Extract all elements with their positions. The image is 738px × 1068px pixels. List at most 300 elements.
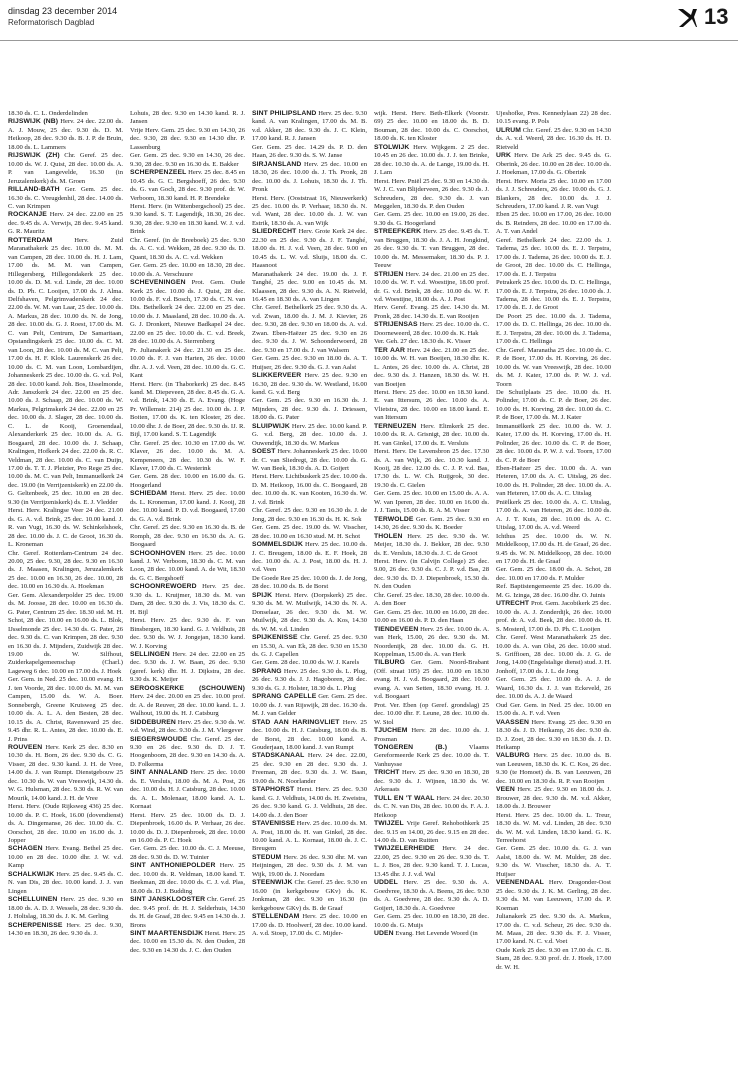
place-name: SPIJK <box>252 591 273 599</box>
place-name: STREEFKERK <box>374 228 422 236</box>
listing-entry <box>496 845 611 879</box>
listing-entry <box>374 626 489 660</box>
place-name: SINT ANNALAND <box>130 769 188 777</box>
listing-entry <box>252 719 367 753</box>
listing-entry <box>8 507 123 549</box>
service-details: Vlaams Gereformeerde Kerk 25 dec. 10.00 ds. T. Vanhuysse <box>374 743 489 768</box>
listing-entry <box>252 879 367 913</box>
service-details: Herv. 25 dec. 10.00 ds. J. C. Breugem, 18.00 ds. E. F. Hoek, 28 dec. 10.00 ds. A. J. Post, 18.00 ds. H. J. v.d. Veen <box>252 541 367 574</box>
service-details: Chr. Geref. Maranatha 25 dec. 10.00 ds. C. P. de Boer, 17.00 ds. H. Korving, 26 dec. 10.00 ds. W. van Vreeswijk, 28 dec. 10.00 ds. M. J. Kater, 17.00 ds. P. W. J. v.d. Toorn <box>496 346 611 388</box>
listing-entry <box>374 516 489 533</box>
service-details: Herv. 24 dec. 20.30 ds. C. N. van Dis, 28 dec. 10.00 ds. F. A. J. Heikoop <box>374 794 489 819</box>
listing-entry <box>496 812 611 846</box>
service-details: Herv. 24 dec. 21.00 en 25 dec. 10.00 ds. W. F. v.d. Woestijne, 18.00 prof. dr. G. v.d. Brink, 28 dec. 10.00 ds. W. F. v.d. Woestijne, 18.00 ds. A. J. Post <box>374 270 489 303</box>
place-name: STOLWIJK <box>374 143 410 151</box>
place-name: TWIJZELERHEIDE <box>374 845 435 853</box>
listing-entry <box>252 693 367 718</box>
service-details: Herv. 25 dec. 10.00 ds. C. Doorneweerd, 28 dec. 10.00 ds. K. Hak <box>374 321 489 337</box>
place-name: TONGEREN (B.) <box>374 743 448 751</box>
place-name: RIJSWIJK (NB) <box>8 118 59 126</box>
service-details: Ger. Gem. 25 dec. 10.00 ds. C. J. Meeuse, 28 dec. 9.30 ds. D. W. Tuinier <box>130 845 245 861</box>
service-details: Herv. Wijkgem. 2 25 dec. 10.45 en 26 dec. 10.00 ds. J. J. ten Brinke, 28 dec. 10.30 ds. A. de Lange, 19.00 ds. H. J. Lam <box>374 143 489 177</box>
listing-entry <box>8 110 123 118</box>
service-details: Herv. 25 dec. 9.45 ds. C. N. van Dis, 28 dec. 10.00 kand. J. J. van Lingen <box>8 870 123 895</box>
service-details: Ger. Gem. Alexanderpolder 25 dec. 19.00 ds. M. Joosse, 28 dec. 10.00 en 16.30 ds. G. Pater, Centrum 25 dec. 18.30 std. M. H. Schot, 28 dec. 10.00 en 16.00 ds. L. Blok, IJsselmonde 25 dec. 14.30 ds. G. Pater, 26 dec. 9.30 ds. C. van Krimpen, 28 dec. 9.30 en 16.30 ds. J. Mijnders, Zuidwijk 28 dec. 19.00 ds. W. Silfhout, Zuiderkapelgemeenschap (Charl.) Lageweg 6 dec. 10.00 en 17.00 ds. J. Hoek <box>8 591 123 675</box>
service-details: Prot. Ver. Eben (op Geref. grondslag) 25 dec. 10.00 dhr. F. Leune, 28 dec. 10.00 ds. W. Stol <box>374 701 489 726</box>
service-details: Herv. 25 dec. 10.00 en 18.30, 26 dec. 10.00 ds. J. Th. Pronk, 28 dec. 10.00 ds. J. Lohuis, 18.30 ds. J. Th. Pronk <box>252 160 367 194</box>
place-name: SEROOSKERKE (SCHOUWEN) <box>130 684 245 692</box>
place-name: TILBURG <box>374 659 405 667</box>
listing-entry <box>496 110 611 127</box>
service-details: Herv. 25 dec. 10.00 ds. B. van Leeuwen, 18.30 ds. K. C. Kos, 26 dec. 9.30 (te Homoet) ds. B. van Leeuwen, 28 dec. 10.00 en 18.30 ds. R. P. van Rooijen <box>496 752 611 785</box>
listing-entry <box>252 507 367 524</box>
listing-entry <box>374 609 489 626</box>
place-name: SLUIPWIJK <box>252 422 290 430</box>
service-details: Evang. Het Levende Woord (in <box>395 929 478 937</box>
service-details: Herv. Johanneskerk 25 dec. 10.00 dr. C. van Sliedregt, 28 dec. 10.00 ds. G. W. van Beek, 18.30 ds. A. D. Goijert <box>252 448 367 473</box>
service-details: Herst. Herv. (in Calvijn College) 25 dec. 9.00, 26 dec. 9.30 ds. C. J. P. v.d. Bas, 28 dec. 9.30 ds. D. J. Diepenbroek, 15.30 ds. N. den Ouden <box>374 558 489 591</box>
service-details: Herv. 24 dec. 22.00, 25 dec. 9.30 en 26 dec. 9.30 ds. T. L. J. Bos, 28 dec. 9.30 kand. T. J. Lucas, 13.45 dhr. J. J. v.d. Wal <box>374 845 489 878</box>
listing-entry <box>252 372 367 397</box>
listing-entry <box>130 110 245 127</box>
place-name: SOMMELSDIJK <box>252 541 303 549</box>
listing-entry <box>8 211 123 236</box>
listing-entry <box>496 533 611 567</box>
listing-column <box>618 110 730 1060</box>
service-details: Pr. Julianakerk 24 dec. 21.30 en 25 dec. 10.00 ds. F. J. van Harten, 26 dec. 10.00 dhr. A. J. v.d. Veen, 28 dec. 10.00 ds. G. C. Kant <box>130 346 245 380</box>
place-name: SCHIEDAM <box>130 490 168 498</box>
place-name: SPRANG <box>252 667 282 675</box>
listing-entry <box>496 237 611 279</box>
place-name: TWIJZEL <box>374 820 404 828</box>
listing-entry <box>252 473 367 507</box>
service-details: Herst. Herv. (Dorpskerk) 25 dec. 9.30 ds. M. W. Muilwijk, 14.30 ds. N. A. Donselaar, 26 dec. 9.30 ds. M. W. Muilwijk, 28 dec. 9.30 ds. A. Kos, 14.30 ds. W. M. v.d. Linden <box>252 591 367 633</box>
service-details: Herv. 25 dec. 9.30 ds. A. Goedvree, 18.30 ds. A. Beens, 26 dec. 9.30 ds. A. Goedvree, 28 dec. 9.30 ds. A. D. Goijert, 18.30 ds. A. Goedvree <box>374 879 489 912</box>
service-details: Herv. 25 dec. 10.00 ds. H. J. Catsburg, 18.00 ds. B. de Borst, 28 dec. 10.00 kand. A. Gouderjaan, 18.00 kand. J. van Rumpt <box>252 718 367 751</box>
service-details: Eben-Haëzer 25 dec. 10.00 ds. A. van Heteren, 17.00 ds. A. C. Uitslag, 26 dec. 10.00 ds. H. Polinder, 28 dec. 10.00 ds. A. van Heteren, 17.00 ds. A. C. Uitslag <box>496 465 611 498</box>
service-details: Herv. 25 dec. 10.00 kand. P. G. v.d. Berg, 28 dec. 10.00 ds. J. Ouwendijk, 18.30 ds. W. Markus <box>252 422 367 447</box>
service-details: Herv. De Ark 25 dec. 9.45 ds. G. Oberink, 26 dec. 10.00 en 28 dec. 10.00 ds. J. Hoekman, 17.00 ds. G. Oberink <box>496 152 611 177</box>
listing-entry <box>374 423 489 448</box>
listing-entry <box>252 592 367 634</box>
listing-entry <box>130 769 245 811</box>
place-name: URK <box>496 152 512 160</box>
listing-entry <box>130 279 245 347</box>
listing-entry <box>252 659 367 667</box>
place-name: THOLEN <box>374 532 403 540</box>
listing-entry <box>374 795 489 820</box>
service-details: Herst. Herv. Pniël 25 dec. 9.30 en 14.30 ds. W. J. C. van Blijderveen, 26 dec. 9.30 ds. J. Schreuders, 28 dec. 9.30 ds. J. van Meggelen, 18.30 ds. P. den Ouden <box>374 177 489 210</box>
place-name: SINT PHILIPSLAND <box>252 110 317 117</box>
listing-entry <box>130 381 245 440</box>
listing-entry <box>130 930 245 955</box>
service-details: De Poort 25 dec. 10.00 ds. J. Tadema, 17.00 ds. D. C. Hellinga, 26 dec. 10.00 ds. E. J. Terpstra, 28 dec. 10.00 ds. J. Tadema, 17.00 ds. C. Hellinga <box>496 312 611 346</box>
service-details: Ger. Gem. 25 dec. 9.30 en 16.30 ds. J. Mijnders, 28 dec. 9.30 ds. J. Driessen, 18.00 ds. G. Pater <box>252 397 367 422</box>
listing-entry <box>496 566 611 583</box>
listing-entry <box>374 727 489 744</box>
place-name: RILLAND-BATH <box>8 186 60 194</box>
service-details: Chr. Geref. 25 dec. 9.30 en 16.30 ds. B. de Romph, 28 dec. 9.30 en 16.30 ds. A. G. Boogaard <box>130 524 245 549</box>
service-details: Ger. Gem. 25 dec. 10.00 en 19.00, 26 dec. 9.30 ds. G. Hoogerland <box>374 211 489 227</box>
listing-entry <box>496 465 611 499</box>
place-name: TJUCHEM <box>374 727 408 735</box>
service-details: Herv. 26 dec. 9.30 dhr. M. van Heijningen, 28 dec. 9.30 ds. J. M. van Wijk, 19.00 ds. J. Noordam <box>252 853 367 878</box>
listing-entry <box>374 820 489 845</box>
place-name: TERNEUZEN <box>374 422 417 430</box>
place-name: STEENWIJK <box>252 879 293 887</box>
listing-entry <box>496 752 611 786</box>
service-details: Ichthus 25 dec. 10.00 ds. W. N. Middelkoop, 17.00 ds. H. de Graaf, 26 dec. 9.45 ds. W. N. Middelkoop, 28 dec. 10.00 en 17.00 ds. H. de Graaf <box>496 532 611 566</box>
listing-entry <box>130 473 245 490</box>
service-details: Ger. Gem. 25 dec. 14.29 ds. P. D. den Haan, 26 dec. 9.30 ds. S. W. Janse <box>252 143 367 160</box>
listing-entry <box>130 583 245 617</box>
listing-entry <box>374 490 489 515</box>
listing-entry <box>8 744 123 803</box>
service-details: Herst. Herv. De Levensbron 25 dec. 17.30 ds. A. van Wijk, 26 dec. 10.30 kand. J. Kooij, 28 dec. 12.00 ds. C. J. P. v.d. Bas, 17.30 ds. L. W. Ch. Ruijgrok, 30 dec. 19.30 ds. C. Gielen <box>374 448 489 489</box>
service-details: Oude Kerk 25 dec. 9.30 en 17.00 ds. C. B. Stam, 28 dec. 9.30 prof. dr. J. Hoek, 17.00 dr. W. H. <box>496 946 611 971</box>
service-details: Chr. Geref. Bethelkerk 25 dec. 9.30 ds. A. v.d. Zwan, 18.00 ds. J. M. J. Kievier, 26 dec. 9.30, 28 dec. 9.30 en 18.00 ds. A. v.d. Zwan. Eben-Haëzer 25 dec. 9.30 en 26 dec. 9.30 ds. J. W. Schoonderwoerd, 28 dec. 9.30 en 17.00 ds. J. van Walsem <box>252 304 367 354</box>
service-details: Pniëlkerk 25 dec. 10.00 ds. A. C. Uitslag, 17.00 ds. A. van Heteren, 26 dec. 10.00 ds. A. J. T. Kuis, 28 dec. 10.00 ds. A. C. Uitslag, 17.00 ds. A. v.d. Weerd <box>496 498 611 532</box>
service-details: Ger. Gem. 25 dec. 10.00 ds. A. J. de Waard, 16.30 ds. J. J. van Eckeveld, 26 dec. 10.00 ds. A. J. de Waard <box>496 676 611 701</box>
listing-entry <box>130 617 245 651</box>
service-details: Geref. Bethelkerk 24 dec. 22.00 ds. J. Tadema, 25 dec. 10.00 ds. E. J. Terpstra, 17.00 ds. J. Tadema, 26 dec. 10.00 ds. E. J. de Groot, 28 dec. 10.00 ds. C. Hellinga, 17.00 ds. E. J. Terpstra <box>496 236 611 278</box>
place-name: SLIKKERVEER <box>252 372 302 380</box>
listing-entry <box>252 397 367 422</box>
service-details: Herv. 25 dec. 10.00 ds. E. Versluis, 18.00 ds. M. A. Post, 26 dec. 10.00 ds. H. J. Catsburg, 28 dec. 10.00 ds. A. L. Molenaar, 18.00 kand. A. L. Kornaat <box>130 769 245 811</box>
listing-entry <box>374 347 489 389</box>
place-name: STAD AAN HARINGVLIET <box>252 718 340 726</box>
place-name: TER AAR <box>374 346 405 354</box>
listing-entry <box>252 271 367 305</box>
service-details: Ger. Gem. 25 dec. 10.00 en 18.30, 28 dec. 10.00 ds. G. Muijs <box>374 913 489 929</box>
listing-entry <box>252 541 367 575</box>
listing-entry <box>374 558 489 592</box>
service-details: Ger. Gem. in Ned. 25 dec. 10.00 evang. H. J. ten Voorde, 28 dec. 10.00 ds. M. M. van Campen, 15.00 ds. W. A. Boer. Sonnebergh, Greene Kruisweg 25 dec. 10.00 ds. A. L. A. den Besten, 28 dec. 10.15 ds. A. Christ, Ravensward 25 dec. 9.45 dhr. R. L. Antes, 28 dec. 10.00 ds. E. J. Prins <box>8 676 123 743</box>
listing-entry <box>252 913 367 938</box>
service-details: Herv. 25 dec. 10.00 kand. J. W. Verboom, 18.30 ds. C. M. van Loon, 28 dec. 10.00 kand. A. de Wit, 18.30 ds. G. C. Bergshoeff <box>130 549 245 582</box>
place-name: SCHOONREWOERD <box>130 583 197 591</box>
service-details: Herv. 25 dec. 9.30 ds. L. Kruijmer, 18.30 ds. M. van Dam, 28 dec. 9.30 ds. J. Vis, 18.30 ds. C. H. Bijl <box>130 583 245 616</box>
place-name: UDEN <box>374 929 394 937</box>
issue-date: dinsdag 23 december 2014 <box>8 6 118 16</box>
listing-entry <box>374 879 489 913</box>
listing-entry <box>8 896 123 921</box>
place-name: SPIJKENISSE <box>252 634 298 642</box>
listing-entry <box>8 550 123 592</box>
listing-entry <box>374 845 489 879</box>
service-details: Herv. 25 dec. 10.00 ds. M. A. Post, 18.00 ds. H. van Ginkel, 28 dec. 10.00 kand. A. L. Kornaat, 18.00 ds. J. C. Breugem <box>252 820 367 853</box>
service-details: Herv. 25 dec. 10.00 ds. R. Veldman, 18.00 kand. T. Beekman, 28 dec. 10.00 ds. C. J. v.d. Plas, 18.00 ds. D. J. Budding <box>130 862 245 895</box>
service-details: Chr. Geref. Rotterdam-Centrum 24 dec. 20.00, 25 dec. 9.30, 28 dec. 9.30 en 16.30 ds. J. Maasen, Kralingen, Jeruzalemkerk 25 dec. 10.00 en 16.30, 26 dec. 10.00, 28 dec. 10.00 en 16.30 ds. A. Hoekman <box>8 549 123 591</box>
place-name: RIJSWIJK (ZH) <box>8 152 60 160</box>
listing-entry <box>496 719 611 753</box>
listing-entry <box>496 279 611 313</box>
page-header <box>0 0 738 44</box>
service-details: Eben 25 dec. 10.00 en 17.00, 26 dec. 10.00 ds. B. Reinders, 28 dec. 10.00 en 17.00 ds. A. T. van Andel <box>496 211 611 236</box>
listing-entry <box>130 127 245 152</box>
service-details: Petrakerk 25 dec. 10.00 ds. D. C. Hellinga, 17.00 ds. E. J. Terpstra, 26 dec. 10.00 ds. J. Tadema, 28 dec. 10.00 ds. E. J. Terpstra, 17.00 ds. E. J. de Groot <box>496 279 611 312</box>
service-details: Herv. 24 dec. 22.00, 25 dec. 9.30 en 28 dec. 9.30 ds. J. Freeman, 28 dec. 9.30 ds. J. W. Baan, 19.00 ds. N. Noorlander <box>252 752 367 785</box>
service-details: Herv. 25 dec. 9.30 kand. A. van Kralingen, 17.00 ds. M. B. v.d. Akker, 28 dec. 9.30 ds. J. C. Klein, 17.00 kand. R. J. Jansen <box>252 110 367 143</box>
place-name: SCHALKWIJK <box>8 870 55 878</box>
service-details: Ger. Gem. 25 dec. 19.00 ds. W. Visscher, 28 dec. 10.00 en 16.30 stud. M. H. Schot <box>252 524 367 540</box>
listing-column <box>496 110 611 1060</box>
service-details: Herv. 24 dec. 22.00 en 25 dec. 9.30 ds. J. W. Baan, 26 dec. 9.30 (geref. kerk) dhr. H. J. Dijkstra, 28 dec. 9.30 ds. K. Meijer <box>130 651 245 684</box>
listing-entry <box>496 702 611 719</box>
service-details: Herst. Herv. 25 dec. 10.00 en 18.30 kand. E. van Ittersum, 26 dec. 10.00 ds. A. Vlietstra, 28 dec. 10.00 en 18.00 kand. E. van Ittersum <box>374 388 489 422</box>
service-details: Herst. Herv. 25 dec. 9.30 ds. F. van Binsbergen, 18.30 kand. G. J. Veldhuis, 28 dec. 9.30 ds. W. J. Jongejan, 18.30 kand. W. J. Korving <box>130 617 245 650</box>
service-details: Chr. Geref. 25 dec. 10.00 ds. W. J. Quist, 28 dec. 10.00 ds. A. P. van Langevelde, 16.30 (in Jeruzalemkerk) ds. M. Groen <box>8 152 123 185</box>
service-details: Herst. Herv. 25 dec. 10.00 ds. L. Treur, 18.30 ds. W. M. v.d. Linden, 28 dec. 9.30 ds. W. M. v.d. Linden, 18.30 kand. G. K. Terreehorst <box>496 811 611 844</box>
listing-entry <box>496 676 611 701</box>
listing-entry <box>374 110 489 144</box>
service-details: Chr. Geref. 25 dec. 9.30 en 16.00 (in kerkgebouw GKv) ds. K. Jonkman, 28 dec. 9.30 en 16.30 (in kerkgebouw GKv) ds. B. de Graaf <box>252 879 367 912</box>
service-details: Herv. 25 dec. 10.00 ds. A. van Herk, 15.00, 26 dec. 9.30 ds. M. Noordenijk, 28 dec. 10.00 ds. G. H. Koppelman, 15.00 ds. A. van Herk <box>374 625 489 658</box>
service-details: Herv. 25 dec. 9.30 en 18.30, 28 dec. 9.30 ds. J. Wijnen, 18.30 ds. W. Arkeraats <box>374 769 489 794</box>
listing-entry <box>252 448 367 473</box>
place-name: SELLINGEN <box>130 651 170 658</box>
place-name: UTRECHT <box>496 600 530 608</box>
newspaper-name: Reformatorisch Dagblad <box>8 18 95 27</box>
listing-entry <box>130 812 245 846</box>
service-details: Herst. Herv. (in Wittenbergschool) 25 dec. 9.30 kand. S. T. Lagendijk, 18.30, 26 dec. 9.30, 28 dec. 9.30 en 18.30 kand. W. J. v.d. Brink <box>130 202 245 236</box>
place-name: SCHAGEN <box>8 845 43 853</box>
service-details: Ger. Gem. 25 dec. 10.00 ds. J. van Rijswijk, 28 dec. 16.30 ds. M. J. van Gelder <box>252 693 367 718</box>
listing-entry <box>496 947 611 972</box>
listing-entry <box>496 600 611 634</box>
listing-entry <box>374 178 489 212</box>
service-details: Vrije Herv. Gem. 25 dec. 9.30 en 14.30, 26 dec. 9.30, 28 dec. 9.30 en 14.30 dhr. P. Lassenburg <box>130 126 245 151</box>
service-details: Vrije Geref. Rehobothkerk 25 dec. 9.15 en 14.00, 26 dec. 9.15 en 28 dec. 14.00 ds. D. van Ruitten <box>374 820 489 844</box>
place-name: SCHERPENZEEL <box>130 169 187 177</box>
listing-entry <box>130 152 245 169</box>
listing-entry <box>496 499 611 533</box>
listing-entry <box>130 347 245 381</box>
listing-entry <box>130 490 245 524</box>
service-details: Herst. Herv. Moria 25 dec. 10.00 en 17.00 ds. J. J. Schreuders, 26 dec. 10.00 ds. G. J. Blankers, 28 dec. 10.00 ds. J. J. Schreuders, 17.00 kand. J. R. van Vugt <box>496 177 611 210</box>
listing-entry <box>496 583 611 600</box>
listing-entry <box>252 355 367 372</box>
place-name: SLIEDRECHT <box>252 228 297 236</box>
service-details: Ger. Gem. 25 dec. 9.30 en 18.00 ds. A. T. Huijser, 26 dec. 9.30 ds. G. J. van Aalst <box>252 355 367 371</box>
service-details: Chr. Geref. 25 dec. 9.30 en 14.30 ds. A. v.d. Weerd, 28 dec. 16.30 ds. H. D. Rietveld <box>496 126 611 151</box>
listing-entry <box>374 144 489 178</box>
service-details: Herst. Herv. (Ooststraat 16, Nieuwerkerk) 25 dec. 10.00 ds. P. Verhaar, 18.30 ds. N. v.d. Want, 28 dec. 10.00 ds. J. W. van Estrik, 18.30 ds. A. van Wijk <box>252 194 367 227</box>
place-name: TULL EN 'T WAAL <box>374 794 435 802</box>
service-details: Herv. 25 dec. 9.30 en 18.00 ds. A. D. J. Wessels, 28 dec. 9.30 ds. J. Holtslag, 18.30 ds. J. K. M. Gerling <box>8 896 123 921</box>
listing-entry <box>130 550 245 584</box>
place-name: UDDEL <box>374 879 398 887</box>
service-details: Herv. 25 dec. 9.30 en 16.30, 28 dec. 9.30 ds. W. Westland, 16.00 kand. G. v.d. Berg <box>252 372 367 396</box>
service-details: Chr. Geref. West Maranathakerk 25 dec. 10.00 ds. A. van Olst, 26 dec. 10.00 stud. S. Griffioen, 28 dec. 10.00 ds. J. G. de Jong, 14.00 (Engelstalige dienst) stud. J. H. Jonhoff, 17.00 ds. J. L. de Jong <box>496 634 611 675</box>
listing-entry <box>252 854 367 879</box>
place-name: TIENDEVEEN <box>374 625 419 633</box>
listing-entry <box>8 803 123 845</box>
listing-entry <box>496 127 611 152</box>
place-name: SIDDEBUREN <box>130 718 176 726</box>
listing-entry <box>252 524 367 541</box>
service-details: Herv. 25 dec. 9.30 en 18.00 ds. J. Brouwer, 28 dec. 9.30 ds. M. v.d. Akker, 18.00 ds. J. Brouwer <box>496 786 611 811</box>
service-details: Herv. Kerk 25 dec. 8.30 en 10.30 ds. H. Born, 26 dec. 9.30 ds. C. G. Visser, 28 dec. 9.30 kand. J. H. de Vree, 14.00 ds. J. van Rumpt. Dienstgebouw 25 dec. 10.30 ds. W. van Vreeswijk, 14.30 ds. W. G. Hulsman, 28 dec. 9.30 ds. R. W. van Mourik, 14.00 kand. J. H. de Vree <box>8 743 123 802</box>
place-name: SINT MAARTENSDIJK <box>130 929 204 937</box>
service-details: Herv. Elimkerk 25 dec. 10.00 ds. R. A. Grisnigt, 28 dec. 10.00 ds. H. van Ginkel, 17.00 ds. E. Versluis <box>374 422 489 447</box>
place-name: STRIJEN <box>374 270 404 278</box>
service-details: Prot. Gem. Oude Kerk 25 dec. 10.00 ds. J. Quist, 28 dec. 10.00 ds. F. v.d. Bosch, 17.30 ds. C. N. van Dis. Bethelkerk 24 dec. 22.00 en 25 dec. 10.00 ds. J. Maasland, 28 dec. 10.00 ds. A. G. J. Dronkert, Nieuwe Badkapel 24 dec. 22.00 en 25 dec. 10.00 ds. C. v.d. Breek, 28 dec. 10.00 ds. A. Sterrenberg <box>130 279 245 346</box>
listing-entry <box>374 321 489 338</box>
listing-entry <box>130 440 245 474</box>
listing-entry <box>8 871 123 896</box>
listing-entry <box>374 304 489 321</box>
service-details: Ger. Gem. 25 dec. 10.00 en 15.00 ds. A. A. W. van Iperen, 28 dec. 10.00 en 16.00 ds. J. J. Tanis, 15.00 ds. R. A. M. Visser <box>374 490 489 515</box>
service-details: Maranathakerk 24 dec. 19.00 ds. J. F. Tanghé, 25 dec. 9.00 en 10.45 ds. M. Klaassen, 28 dec. 9.30 ds. A. N. Rietveld, 16.45 en 18.30 ds. A. van Lingen <box>252 270 367 303</box>
service-details: Herst. Herv. 25 dec. 10.00 ds. L. Kroneman, 17.00 kand. J. Kooij, 28 dec. 10.00 kand. P. D. v.d. Boogaard, 17.00 ds. G. A. v.d. Brink <box>130 490 245 523</box>
service-details: Herv. 25 dec. 8.45 en 10.45 ds. G. C. Bergshoeff, 26 dec. 9.30 ds. G. van Goch, 28 dec. 9.30 prof. dr. W. Verboom, 18.30 kand. H. P. Brendeke <box>130 169 245 202</box>
service-details: Herv. 25 dec. 10.00 en 17.00 ds. D. Hoolwerf, 28 dec. 10.00 kand. A. v.d. Stoep, 17.00 ds. C. Mijder- <box>252 913 367 937</box>
listing-entry <box>496 786 611 811</box>
listing-column <box>130 110 245 1060</box>
listing-entry <box>130 736 245 770</box>
listing-entry <box>252 110 367 144</box>
service-details: Herst. Herv. 25 dec. 9.30 kand. G. J. Veldhuis, 14.00 ds. H. Zweistra, 26 dec. 9.30 kand. G. J. Veldhuis, 28 dec. 14.00 ds. J. den Boer <box>252 786 367 819</box>
service-details: Chr. Geref. 25 dec. 18.30, 28 dec. 10.00 ds. A. den Boer <box>374 591 489 608</box>
service-details: Herv. Zuid Maranathakerk 25 dec. 10.00 ds. M. M. van Campen, 28 dec. 10.00 ds. H. J. Lam, 17.00 ds. M. M. van Campen, Hillegersberg, Hillegondakerk 25 dec. 10.00 ds. D. M. v.d. Linde, 28 dec. 10.00 ds. D. Ph. C. Looijen, 17.00 ds. J. Alma. Delfshaven, Pelgrimvaderskerk 24 dec. 22.00 ds. W. M. van Laar, 25 dec. 10.00 ds. A. Markus, 28 dec. 10.00 ds. N. de Jong, 28 dec. 10.00 ds. G. J. Roest, 17.00 ds. M. C. van Pelt, Centrum, De Samaritaan, Opstandingskerk 25 dec. 10.00 ds. C. M. van Loon, 28 dec. 10.00 ds. M. C. van Pelt, 17.00 ds. H. F. Klok. Laurenskerk 26 dec. 10.00 ds. C. M. van Loon, Lombardijen, Johanneskerk 25 dec. 10.00 ds. G. v.d. Pol, 28 dec. 10.00 kand. Joh. Bos, IJsselmonde, Adr. Janszkerk 24 dec. 22.00 en 25 dec. 10.00 ds. J. Schaap, 28 dec. 10.00 ds. W. Markus, Pelgrimskerk 24 dec. 22.00 en 25 dec. 10.00 ds. J. Slager, 28 dec. 10.00 ds. C. L. de Kooij, Groenendaal, Alexanderkerk 25 dec. 10.00 ds. A. G. Bosgaard, 28 dec. 10.00 ds. J. Schaap, Kralingen, Hofkerk 24 dec. 22.00 ds. R. C. Veldman, 28 dec. 10.00 ds. C. van Duijn, 17.00 ds. T. T. J. Pleizier, Pro Rege 25 dec. 10.00 ds. M. C. van Pelt, Immanuelkerk 24 dec. 19.00 (in Verrijzeniskerk) en 22.00 ds. G. Geltenbeek, 25 dec. 10.00 en 28 dec. 9.30 (in Verrijzeniskerk) ds. E. J. Vledder <box>8 236 123 506</box>
listing-entry <box>496 913 611 947</box>
listing-entry <box>252 423 367 448</box>
place-name: ROUVEEN <box>8 743 43 751</box>
listing-entry <box>8 152 123 186</box>
service-details: Ger. Gem. 25 dec. 9.30 en 14.30, 26 dec. 9.30 ds. K. Boeder <box>374 515 489 532</box>
service-details: Prot. Gem. Jacobikerk 25 dec. 10.00 ds. A. J. Zonderdijk, 26 dec. 10.00 prof. dr. A. v.d. Beek, 28 dec. 10.00 ds. H. S. Mosterd, 17.00 ds. D. Ph. C. Looijen <box>496 600 611 633</box>
service-details: Herst. Herv. Kralingse Veer 24 dec. 21.00 ds. G. A. v.d. Brink, 25 dec. 10.00 kand. J. R. van Vugt, 16.30 ds. W. Schinkelshoek, 28 dec. 10.00 ds. J. C. de Groot, 16.30 ds. L. Kroneman <box>8 507 123 549</box>
listing-entry <box>374 592 489 609</box>
listing-entry <box>374 744 489 769</box>
listing-entry <box>496 211 611 236</box>
header-rule <box>0 40 738 41</box>
place-name: VEENENDAAL <box>496 879 544 887</box>
listing-entry <box>8 922 123 939</box>
listing-entry <box>130 237 245 262</box>
place-name: STEDUM <box>252 853 282 861</box>
listing-entry <box>252 161 367 195</box>
service-details: Herv. Dragonder-Oost 25 dec. 9.30 ds. J. K. M. Gerling, 28 dec. 9.30 ds. M. van Leeuwen, 17.00 ds. P. Koeman <box>496 879 611 912</box>
place-name: ROTTERDAM <box>8 236 53 244</box>
service-details: Oud Ger. Gem. in Ned. 25 dec. 10.00 en 15.00 ds. A. F. v.d. Veen <box>496 701 611 718</box>
place-name: TERWOLDE <box>374 515 414 523</box>
listing-entry <box>252 195 367 229</box>
listing-column <box>374 110 489 1060</box>
service-details: Ger. Gem. 25 dec. 18.00 ds. A. Schot, 28 dec. 10.00 en 17.00 ds. F. Mulder <box>496 566 611 582</box>
service-details: Chr. Geref. (in de Breeboek) 25 dec. 9.30 ds. A. C. v.d. Wekken, 28 dec. 9.30 ds. D. Quant, 18.30 ds. A. C. v.d. Wekken <box>130 236 245 261</box>
listing-entry <box>374 659 489 701</box>
listing-entry <box>130 169 245 203</box>
listing-entry <box>252 668 367 693</box>
service-details: Chr. Geref. 25 dec. 9.45 prof. dr. H. J. Selderhuis, 14.30 ds. H. de Graaf, 28 dec. 9.45 en 14.30 ds. J. Brons <box>130 896 245 929</box>
place-name: SINT JANSKLOOSTER <box>130 896 206 904</box>
service-details: Herv. 24 dec. 20.00 en 25 dec. 10.00 prof. dr. A. de Reuver, 28 dec. 10.00 kand. L. J. Walhout, 19.00 ds. H. J. Catsburg <box>130 693 245 718</box>
service-details: Herv. 25 dec. 9.30 ds. L. Plug, 26 dec. 9.30 ds. J. J. Hagoboren, 28 dec. 9.30 ds. G. J. Holster, 18.30 ds. L. Plug <box>252 667 367 692</box>
service-details: Herv. Evang. Bethel 25 dec. 10.00 en 28 dec. 10.00 dhr. J. W. v.d. Kamp <box>8 845 123 870</box>
place-name: STRIJENSAS <box>374 321 418 329</box>
listing-entry <box>130 685 245 719</box>
listing-entry <box>496 347 611 389</box>
service-details: Chr. Geref. 25 dec. 9.30 en 26 dec. 9.30 ds. D. J. T. Hoogenboom, 28 dec. 9.30 en 14.30 ds. A. D. Folkerma <box>130 735 245 768</box>
service-details: Ger. Gem. 25 dec. 10.00 en 18.30, 28 dec. 10.00 ds. A. Verschuure <box>130 262 245 278</box>
listing-entry <box>130 203 245 237</box>
service-details: Ger. Gem. Noord-Brabant (Off. straat 105) 25 dec. 10.00 en 18.30 evang. H. J. v.d. Boogaard, 28 dec. 10.00 evang. A. van Setten, 18.30 evang. H. J. v.d. Boogaart <box>374 659 489 701</box>
place-name: SCHERPENISSE <box>8 921 63 929</box>
listing-entry <box>130 862 245 896</box>
place-name: STELLENDAM <box>252 913 300 921</box>
service-details: Herst. Herv. (Oude Rijksweg 436) 25 dec. 10.00 ds. P. C. Hoek, 16.00 (dovendienst) ds. A. Dingemanse, 26 dec. 10.00 ds. C. Oorschot, 28 dec. 10.00 en 16.00 ds. J. Jopper <box>8 803 123 844</box>
place-name: SIRJANSLAND <box>252 160 302 168</box>
service-details: wijk. Herst. Herv. Beth-Elkerk (Voorstr. 69) 25 dec. 10.00 en 18.00 ds. B. D. Bouman, 28 dec. 10.00 ds. C. Oorschot, 18.00 ds. K. ten Kloster <box>374 110 489 143</box>
service-details: Herv. 25 dec. 9.30 ds. W. Meijer, 18.30 ds. J. Bekker, 28 dec. 9.30 ds. E. Versluis, 18.30 ds. J. C. de Groot <box>374 532 489 557</box>
listing-entry <box>8 186 123 211</box>
service-details: Chr. Geref. 25 dec. 10.30 en 17.00 ds. W. Klaver, 26 dec. 10.00 ds. M. A. Kempeneers, 28 dec. 10.30 ds. W. F. Klaver, 17.00 ds. C. Westerink <box>130 439 245 473</box>
service-details: Ujeshofke, Pres. Kennedylaan 22) 28 dec. 10.15 evang. P. Pols <box>496 110 611 126</box>
listing-entry <box>8 592 123 677</box>
listing-entry <box>496 152 611 177</box>
listing-entry <box>496 389 611 423</box>
place-name: SIEGERSWOUDE <box>130 735 188 743</box>
service-details: Chr. Geref. 25 dec. 9.30 en 15.30, A. van Ek, 28 dec. 9.30 en 15.30 ds. G. J. Capellen <box>252 634 367 658</box>
listing-entry <box>252 144 367 161</box>
listing-entry <box>496 178 611 212</box>
service-details: Chr. Geref. 25 dec. 9.30 en 16.30 ds. J. de Jong, 28 dec. 9.30 en 16.30 ds. H. K. Sok <box>252 507 367 523</box>
place-name: SOEST <box>252 448 276 456</box>
listing-entry <box>374 769 489 794</box>
listing-entry <box>496 423 611 465</box>
listing-entry <box>374 448 489 490</box>
service-details: Herv. Grote Kerk 24 dec. 22.30 en 25 dec. 9.30 ds. J. F. Tanghé, 18.00 ds. H. J. v.d. Veen, 28 dec. 9.00 en 10.45 ds. L. W. v.d. Sluijs, 18.00 ds. C. Haasnoot <box>252 228 367 270</box>
service-details: Herv. 24 dec. 21.00 en 25 dec. 10.00 ds. W. H. van Boeijen, 18.30 dhr. K. L. Antes, 26 dec. 10.00 ds. A. Christ, 28 dec. 9.30 ds. J. Hanzen, 18.30 ds. W. H. van Boeijen <box>374 346 489 388</box>
listing-entry <box>374 930 489 938</box>
place-name: SCHOONHOVEN <box>130 549 186 557</box>
listing-entry <box>130 845 245 862</box>
listing-entry <box>374 228 489 270</box>
listing-entry <box>374 533 489 558</box>
listing-entry <box>252 575 367 592</box>
rd-logo-icon <box>676 6 698 30</box>
listing-entry <box>8 118 123 152</box>
service-details: Herv. 25 dec. 9.30, 14.30 en 18.30, 26 dec. 9.30 ds. J. <box>8 921 123 937</box>
listing-column <box>8 110 123 1060</box>
listing-entry <box>374 702 489 727</box>
listing-entry <box>252 304 367 355</box>
place-name: TRICHT <box>374 769 400 777</box>
service-details: De Schuilplaats 25 dec. 10.00 ds. H. Polinder, 17.00 ds. C. P. de Boer, 26 dec. 10.00 ds. H. Korving, 28 dec. 10.00 ds. C. P. de Boer, 17.00 ds. M. J. Kater <box>496 388 611 422</box>
service-details: Herv. Evang. 25 dec. 9.30 en 18.30 ds. J. D. Heikamp, 26 dec. 9.30 ds. D. J. Zoet, 28 dec. 9.30 en 18.30 ds. J. D. Heikamp <box>496 718 611 751</box>
service-details: Herv. 28 dec. 10.00 ds. J. Prosman <box>374 727 489 743</box>
listing-entry <box>130 262 245 279</box>
service-details: Lohuis, 28 dec. 9.30 en 14.30 kand. R. J. Jansen <box>130 110 245 126</box>
service-details: Julianakerk 25 dec. 9.30 ds. A. Markus, 17.00 ds. C. v.d. Scheur, 26 dec. 9.30 ds. M. Maas, 28 dec. 9.30 ds. F. J. Visser, 17.00 kand. N. C. v.d. Voet <box>496 913 611 946</box>
listing-entry <box>252 786 367 820</box>
place-name: STAVENISSE <box>252 820 296 828</box>
place-name: VEEN <box>496 786 515 794</box>
place-name: STADSKANAAL <box>252 752 305 760</box>
service-details: Ger. Gem. 25 dec. 16.30 ds. C. Vreugdenhil, 28 dec. 14.00 ds. C. van Krimpen <box>8 186 123 210</box>
page-number: 13 <box>704 4 729 29</box>
service-details: Ger. Gem. 28 dec. 10.00 en 16.00 ds. G. Hoogerland <box>130 473 245 489</box>
listing-entry <box>252 228 367 270</box>
service-details: Ger. Gem. 25 dec. 10.00 ds. G. J. van Aalst, 18.00 ds. W. M. Mulder, 28 dec. 9.30 ds. W. Visscher, 18.30 ds. A. T. Huijser <box>496 845 611 878</box>
listing-entry <box>252 820 367 854</box>
service-details: Herv. Geref. Evang. 25 dec. 14.30 ds. M. Pronk, 28 dec. 14.30 ds. E. van Rooijen <box>374 304 489 320</box>
listing-entry <box>252 634 367 659</box>
service-details: Herst. Herv. (in Thaborkerk) 25 dec. 8.45 kand. M. Diepeveen, 28 dec. 8.45 ds. G. A. v.d. Brink, 14.30 ds. E. A. Evang. (Hoge Pr. Willemstr. 214) 25 dec. 10.00 ds. J. P. Boiten, 17.00 ds. K. ten Kloster, 26 dec. 10.00 dhr. J. de Boer, 28 dec. 9.30 ds. IJ. R. Bijl, 17.00 kand. S. T. Lagendijk <box>130 380 245 439</box>
place-name: VAASSEN <box>496 718 530 726</box>
